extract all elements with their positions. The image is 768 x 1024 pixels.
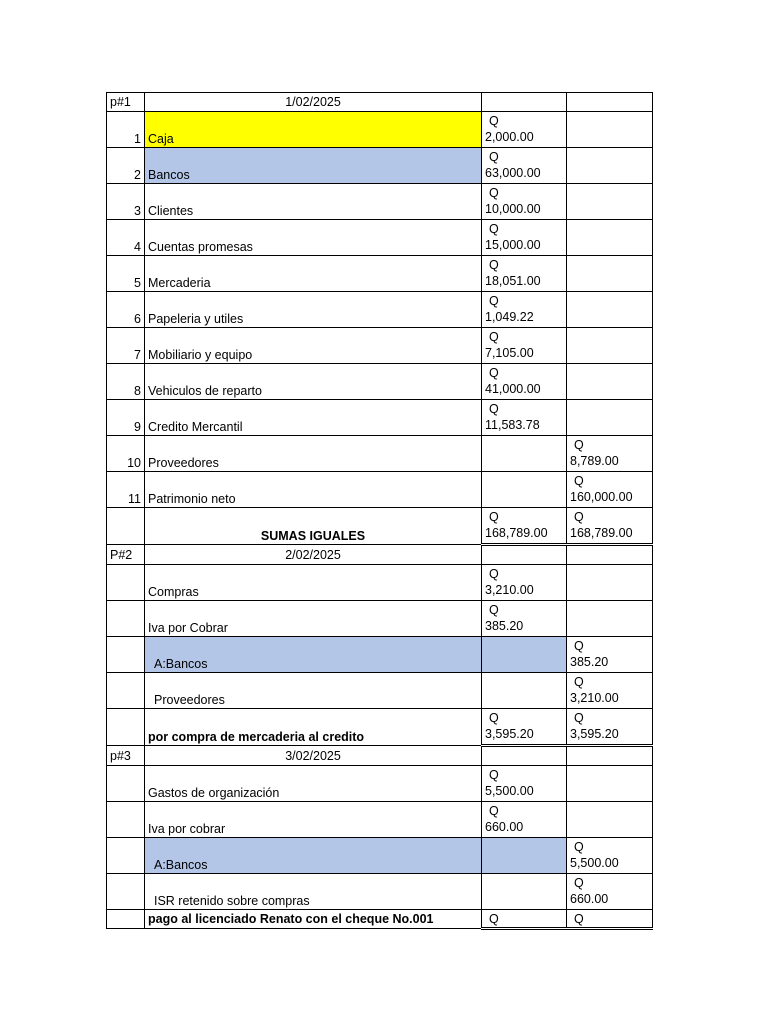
credit-cell bbox=[567, 184, 653, 220]
total-credit: Q 3,595.20 bbox=[567, 709, 653, 746]
debit-cell: Q 7,105.00 bbox=[482, 328, 567, 364]
table-row bbox=[107, 766, 653, 802]
table-row bbox=[107, 328, 653, 364]
table-row bbox=[107, 112, 653, 148]
account-name: Caja bbox=[145, 112, 482, 148]
total-credit: Q bbox=[567, 910, 653, 929]
credit-cell bbox=[567, 601, 653, 637]
account-name: Bancos bbox=[145, 148, 482, 184]
debit-cell: Q 660.00 bbox=[482, 802, 567, 838]
credit-cell bbox=[567, 112, 653, 148]
row-number: 10 bbox=[107, 436, 145, 472]
row-number: 1 bbox=[107, 112, 145, 148]
table-row bbox=[107, 874, 653, 910]
credit-cell bbox=[567, 292, 653, 328]
credit-cell bbox=[567, 565, 653, 601]
debit-cell: Q 5,500.00 bbox=[482, 766, 567, 802]
table-row bbox=[107, 292, 653, 328]
account-name: Compras bbox=[145, 565, 482, 601]
debit-cell bbox=[482, 673, 567, 709]
debit-cell: Q 3,210.00 bbox=[482, 565, 567, 601]
credit-cell: Q 5,500.00 bbox=[567, 838, 653, 874]
entry-header-p2 bbox=[107, 545, 653, 565]
debit-cell bbox=[482, 472, 567, 508]
account-name: Iva por cobrar bbox=[145, 802, 482, 838]
table-row bbox=[107, 637, 653, 673]
credit-cell: Q 660.00 bbox=[567, 874, 653, 910]
debit-cell: Q 18,051.00 bbox=[482, 256, 567, 292]
credit-cell: Q 8,789.00 bbox=[567, 436, 653, 472]
debit-cell: Q 2,000.00 bbox=[482, 112, 567, 148]
debit-cell bbox=[482, 874, 567, 910]
credit-cell: Q 160,000.00 bbox=[567, 472, 653, 508]
total-debit: Q bbox=[482, 910, 567, 929]
debit-cell: Q 15,000.00 bbox=[482, 220, 567, 256]
entry-label: P#2 bbox=[107, 545, 145, 565]
credit-cell bbox=[567, 400, 653, 436]
entry-label: p#3 bbox=[107, 746, 145, 766]
account-name: Proveedores bbox=[145, 673, 482, 709]
table-row bbox=[107, 565, 653, 601]
table-row bbox=[107, 838, 653, 874]
debit-cell: Q 385.20 bbox=[482, 601, 567, 637]
entry-date: 1/02/2025 bbox=[145, 93, 482, 112]
row-number: 3 bbox=[107, 184, 145, 220]
account-name: Mercaderia bbox=[145, 256, 482, 292]
row-number: 4 bbox=[107, 220, 145, 256]
entry-header-p1 bbox=[107, 93, 653, 112]
account-name: Iva por Cobrar bbox=[145, 601, 482, 637]
row-number: 8 bbox=[107, 364, 145, 400]
credit-cell bbox=[567, 328, 653, 364]
table-row bbox=[107, 184, 653, 220]
credit-cell bbox=[567, 802, 653, 838]
table-row bbox=[107, 364, 653, 400]
debit-cell: Q 41,000.00 bbox=[482, 364, 567, 400]
account-name: Patrimonio neto bbox=[145, 472, 482, 508]
table-row bbox=[107, 148, 653, 184]
entry-date: 3/02/2025 bbox=[145, 746, 482, 766]
entry-label: p#1 bbox=[107, 93, 145, 112]
row-number: 6 bbox=[107, 292, 145, 328]
table-row bbox=[107, 400, 653, 436]
credit-cell bbox=[567, 220, 653, 256]
totals-row-p2 bbox=[107, 709, 653, 746]
account-name: Proveedores bbox=[145, 436, 482, 472]
total-debit: Q 3,595.20 bbox=[482, 709, 567, 746]
credit-cell: Q 385.20 bbox=[567, 637, 653, 673]
account-name: Mobiliario y equipo bbox=[145, 328, 482, 364]
totals-label: por compra de mercaderia al credito bbox=[145, 709, 482, 746]
account-name: Clientes bbox=[145, 184, 482, 220]
account-name: Vehiculos de reparto bbox=[145, 364, 482, 400]
entry-header-p3 bbox=[107, 746, 653, 766]
debit-cell bbox=[482, 637, 567, 673]
table-row bbox=[107, 220, 653, 256]
row-number: 11 bbox=[107, 472, 145, 508]
table-row bbox=[107, 472, 653, 508]
debit-cell: Q 1,049.22 bbox=[482, 292, 567, 328]
table-row bbox=[107, 601, 653, 637]
account-name: Credito Mercantil bbox=[145, 400, 482, 436]
credit-cell: Q 3,210.00 bbox=[567, 673, 653, 709]
table-row bbox=[107, 802, 653, 838]
row-number: 9 bbox=[107, 400, 145, 436]
account-name: Papeleria y utiles bbox=[145, 292, 482, 328]
row-number: 2 bbox=[107, 148, 145, 184]
account-name: ISR retenido sobre compras bbox=[145, 874, 482, 910]
totals-row-p1 bbox=[107, 508, 653, 545]
total-debit: Q 168,789.00 bbox=[482, 508, 567, 545]
credit-cell bbox=[567, 364, 653, 400]
debit-cell: Q 63,000.00 bbox=[482, 148, 567, 184]
credit-cell bbox=[567, 256, 653, 292]
totals-label: pago al licenciado Renato con el cheque No.001 bbox=[145, 910, 482, 929]
table-row bbox=[107, 673, 653, 709]
row-number: 5 bbox=[107, 256, 145, 292]
account-name: A:Bancos bbox=[145, 637, 482, 673]
journal-sheet bbox=[106, 92, 652, 930]
credit-cell bbox=[567, 766, 653, 802]
debit-cell: Q 10,000.00 bbox=[482, 184, 567, 220]
row-number: 7 bbox=[107, 328, 145, 364]
debit-cell bbox=[482, 838, 567, 874]
entry-date: 2/02/2025 bbox=[145, 545, 482, 565]
totals-row-p3 bbox=[107, 910, 653, 929]
totals-label: SUMAS IGUALES bbox=[145, 508, 482, 545]
table-row bbox=[107, 256, 653, 292]
account-name: Cuentas promesas bbox=[145, 220, 482, 256]
total-credit: Q 168,789.00 bbox=[567, 508, 653, 545]
table-row bbox=[107, 436, 653, 472]
debit-cell: Q 11,583.78 bbox=[482, 400, 567, 436]
account-name: Gastos de organización bbox=[145, 766, 482, 802]
credit-cell bbox=[567, 148, 653, 184]
account-name: A:Bancos bbox=[145, 838, 482, 874]
journal-table bbox=[106, 92, 653, 930]
debit-cell bbox=[482, 436, 567, 472]
